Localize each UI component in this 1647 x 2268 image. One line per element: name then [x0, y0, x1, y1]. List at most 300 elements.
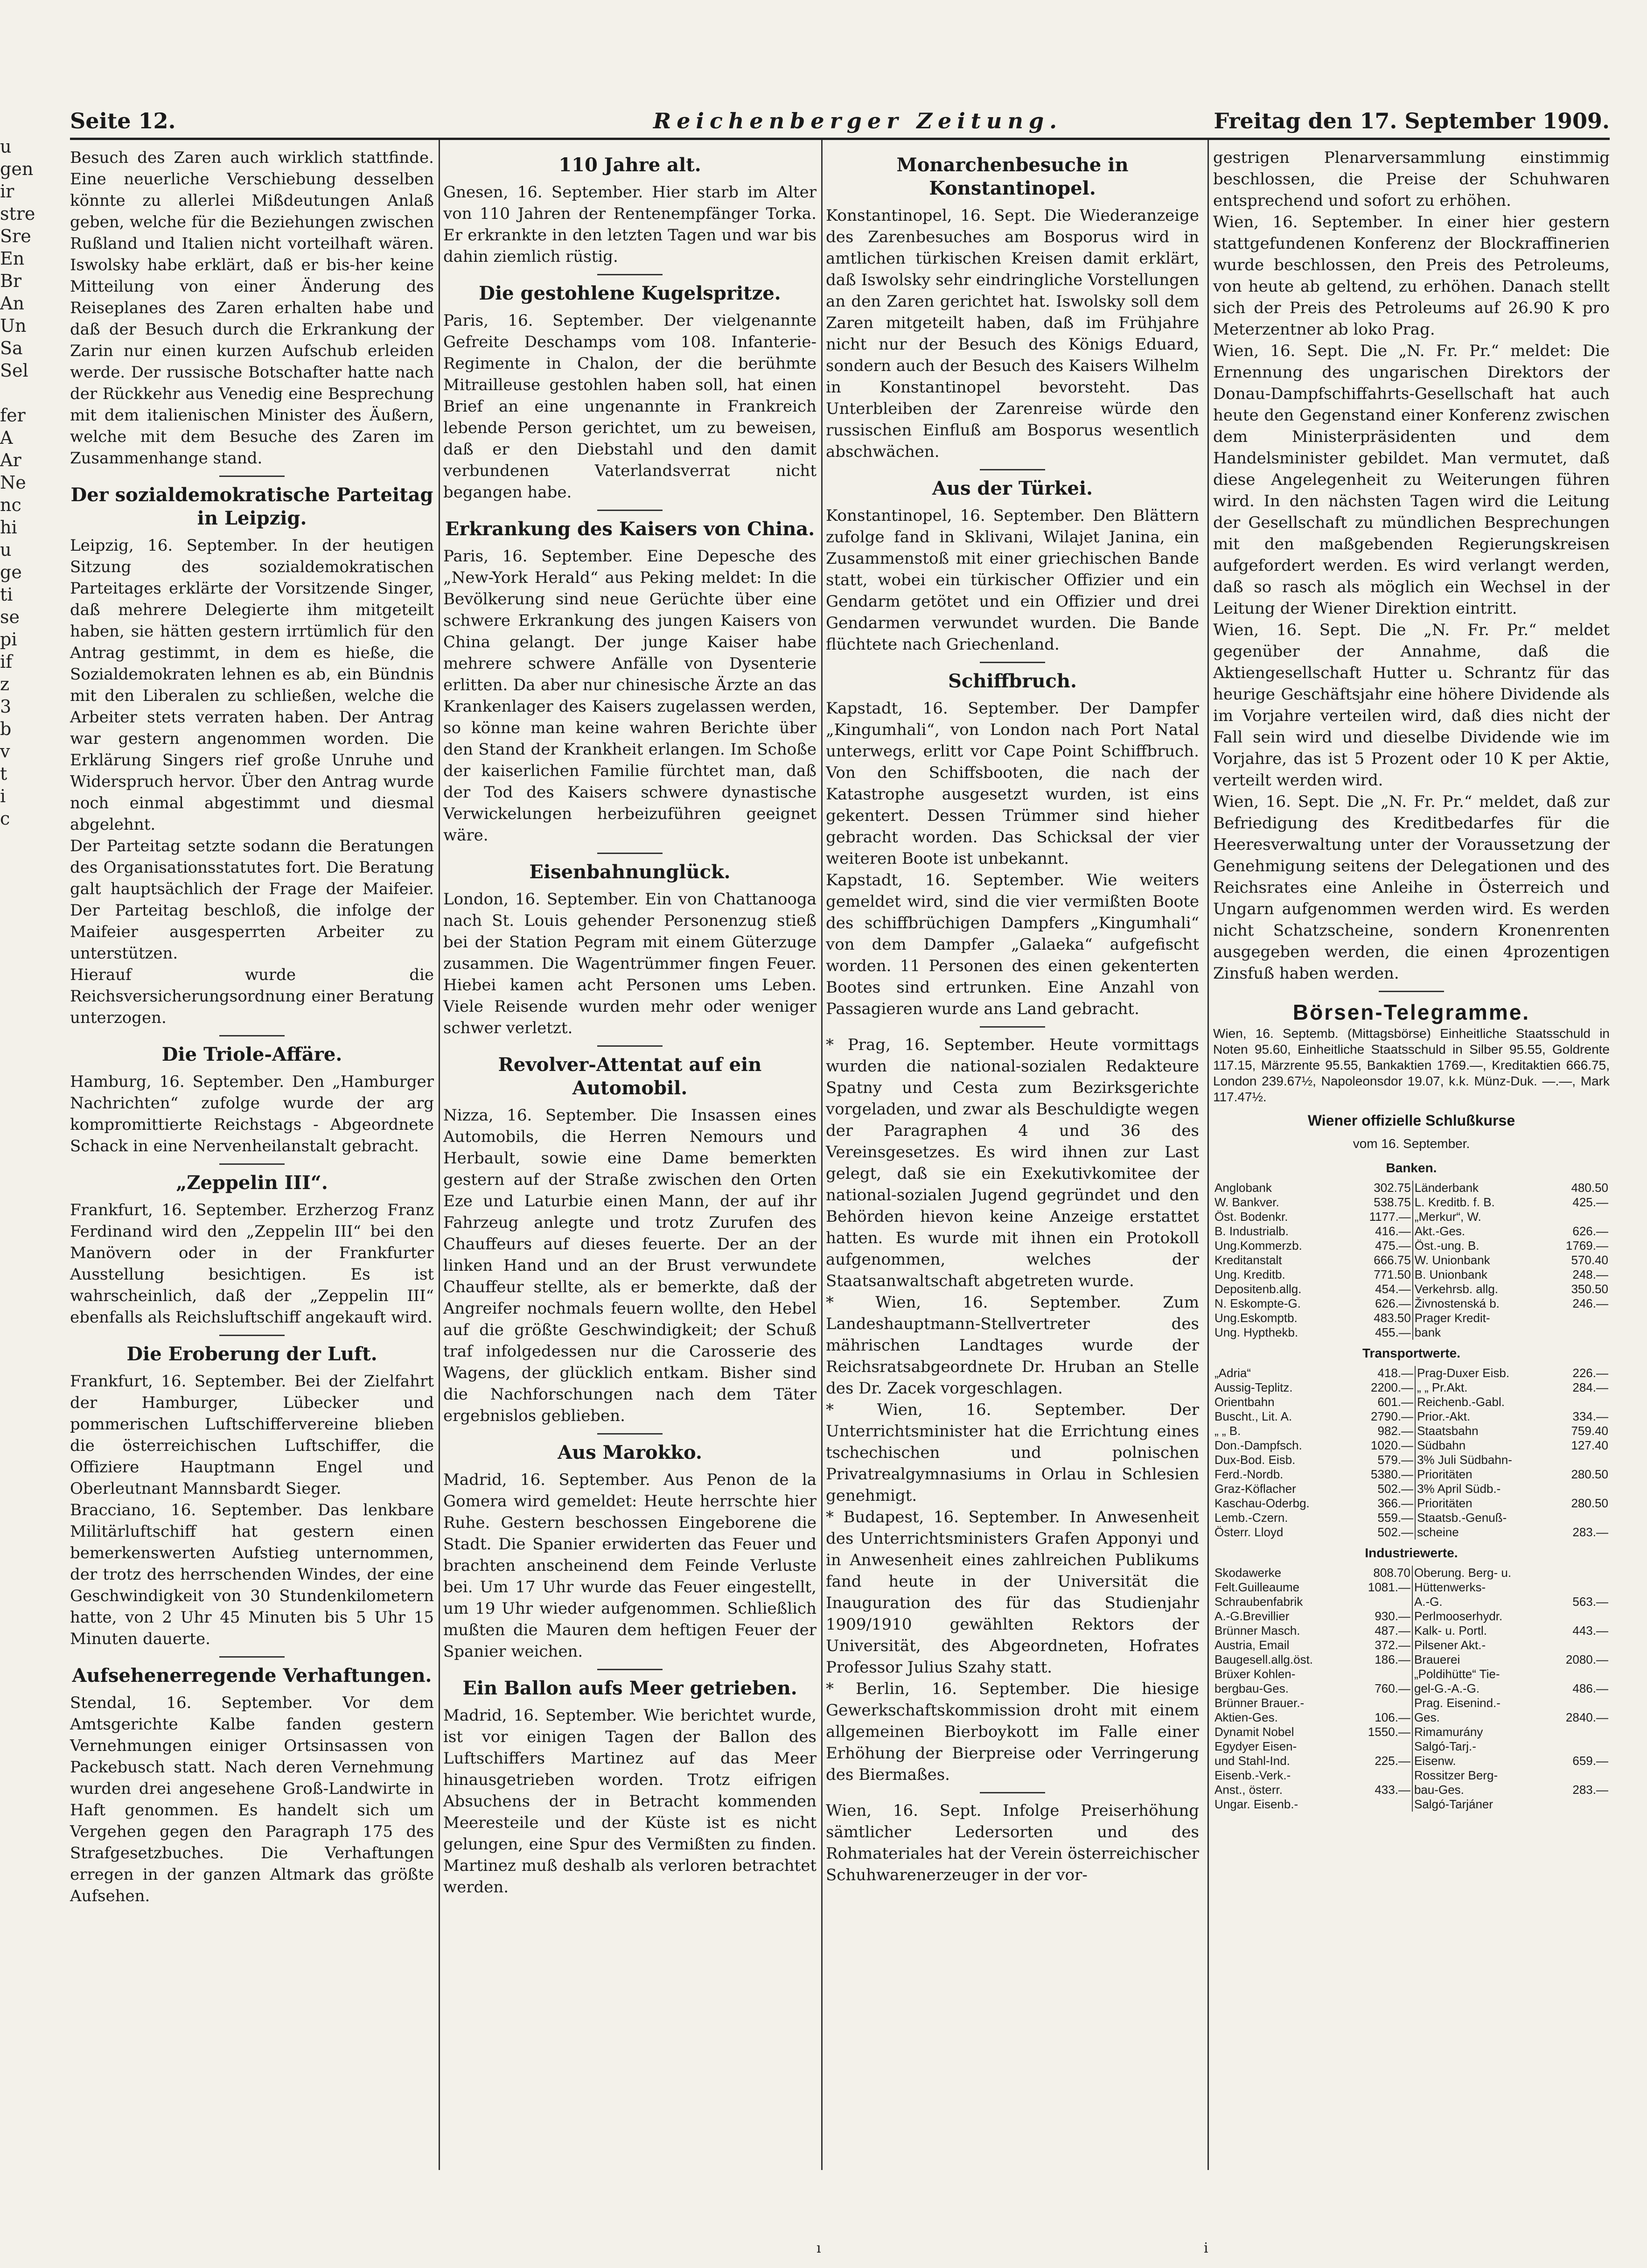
newspaper-title: Reichenberger Zeitung.: [653, 108, 1063, 133]
stock-telegrams: [1213, 1001, 1610, 1812]
separator: [219, 1335, 285, 1336]
table-row: [1213, 1282, 1610, 1296]
article: [443, 1053, 817, 1427]
article-paragraph: Paris, 16. September. Eine Depesche des „New-York Herald“ aus Peking meldet: In die Bevölkerung sind neue Gerüchte über eine schwere Erkrankung des jungen Kaisers von China gelangt. Der junge Kaiser habe mehrere schwere Anfälle von Dysenterie erlitten. Da aber nur chinesische Ärzte an das Krankenlager des Kaisers zugelassen werden, so könne man keine wahren Berichte über den Stand der Krankheit erlangen. Im Schoße der kaiserlichen Familie fürchtet man, daß der Tod des Kaisers schwere dynastische Verwickelungen herbeizuführen geeignet wäre.: [443, 547, 817, 845]
article-paragraph: * Wien, 16. September. Der Unterrichtsminister hat die Errichtung eines tschechischen und polnischen Privatrealgymnasiums in Orlau in Schlesien genehmigt.: [826, 1400, 1199, 1505]
table-row: [1213, 1580, 1610, 1595]
security-price: 563.—: [1572, 1595, 1608, 1609]
article-paragraph: Kapstadt, 16. September. Wie weiters gemeldet wird, sind die vier vermißten Boote des schiffbrüchigen Dampfers „Kingumhali“ von dem Dampfer „Galaeka“ aufgefischt worden. 11 Personen des einen gekenterten Bootes sind ertrunken. Eine Anzahl von Passagieren wurde ans Land gebracht.: [826, 871, 1199, 1018]
security-price: 570.40: [1571, 1253, 1608, 1267]
article: [826, 1800, 1199, 1886]
security-name: Aktien-Ges.: [1214, 1710, 1278, 1724]
security-price: 302.75: [1347, 1181, 1413, 1195]
article-paragraph: London, 16. September. Ein von Chattanooga nach St. Louis gehender Personenzug stieß bei der Station Pegram mit einem Güterzuge zusammen. Die Wagentrümmer fingen Feuer. Hiebei kamen acht Personen ums Leben. Viele Reisende wurden mehr oder weniger schwer verletzt.: [443, 890, 817, 1037]
table-row: [1213, 1768, 1610, 1783]
security-name: N. Eskompte-G.: [1214, 1296, 1301, 1310]
edge-fragment: u: [0, 539, 12, 560]
stock-telegrams-title: Börsen-Telegramme.: [1292, 1000, 1530, 1024]
security-name: Brauerei: [1414, 1652, 1460, 1666]
previous-page-edge: [0, 135, 35, 910]
table-row: [1213, 1267, 1610, 1282]
article: [443, 282, 817, 503]
security-name: Buscht., Lit. A.: [1214, 1409, 1292, 1423]
edge-fragment: hi: [0, 517, 17, 538]
security-price: 502.—: [1351, 1525, 1415, 1540]
table-row: [1213, 1253, 1610, 1267]
article-paragraph: Gnesen, 16. September. Hier starb im Alter von 110 Jahren der Rentenempfänger Torka. Er erkrankte in den letzten Tagen und war bis dahin ziemlich rüstig.: [443, 183, 817, 266]
security-price: 486.—: [1572, 1681, 1608, 1695]
security-price: 483.50: [1347, 1311, 1413, 1325]
security-price: 366.—: [1351, 1496, 1415, 1511]
table-row: [1213, 1725, 1610, 1739]
column-3: [826, 147, 1199, 1889]
security-name: A.-G.Brevillier: [1214, 1609, 1290, 1623]
security-price: [1548, 1696, 1610, 1710]
page-header: [70, 108, 1610, 141]
table-row: [1213, 1467, 1610, 1482]
table-row: [1213, 1783, 1610, 1797]
edge-fragment: [0, 382, 22, 404]
table-row: [1213, 1797, 1610, 1812]
column-4: [1213, 147, 1610, 1812]
edge-fragment: Ne: [0, 472, 26, 493]
article-paragraph: * Prag, 16. September. Heute vormittags wurden die national-sozialen Redakteure Spatny und Cesta zum Bezirksgerichte vorgeladen, und zwar als Beschuldigte wegen der Paragraphen 4 und 36 des Vereinsgesetzes. Es wird ihnen zur Last gelegt, daß sie ein Exekutivkomitee der national-sozialen Jugend gegründet und den Behörden hievon keine Anzeige erstattet hatten. Es wurde mit ihnen ein Protokoll aufgenommen, welches der Staatsanwaltschaft abgetreten wurde.: [826, 1036, 1199, 1290]
stock-section-title: Banken.: [1386, 1161, 1437, 1175]
article: [70, 1664, 434, 1907]
security-price: [1350, 1768, 1412, 1783]
security-name: Staatsbahn: [1417, 1424, 1479, 1438]
table-row: [1213, 1511, 1610, 1525]
security-price: [1548, 1768, 1610, 1783]
security-name: 3% Juli Südbahn-: [1417, 1453, 1512, 1467]
security-name: und Stahl-Ind.: [1214, 1754, 1290, 1768]
article: [70, 483, 434, 1029]
security-name: Ung. Kreditb.: [1214, 1267, 1285, 1281]
security-name: „Poldihütte“ Tie-: [1414, 1667, 1500, 1681]
security-price: [1548, 1667, 1610, 1681]
security-price: 416.—: [1347, 1224, 1413, 1239]
edge-fragment: gen: [0, 159, 34, 179]
security-price: 2200.—: [1351, 1380, 1415, 1395]
article-paragraph: Wien, 16. Sept. Die „N. Fr. Pr.“ meldet gegenüber der Annahme, daß die Aktiengesellschaft Hutter u. Schrantz für das heurige Geschäftsjahr eine höhere Dividende als im Vorjahre verteilen wird, daß dies nicht der Fall sein wird und dieselbe Dividende wie im Vorjahre, das ist 5 Prozent oder 10 K per Aktie, verteilt werden wird.: [1213, 621, 1610, 790]
table-row: [1213, 1482, 1610, 1496]
security-price: 226.—: [1572, 1366, 1608, 1380]
table-row: [1213, 1754, 1610, 1768]
security-price: [1350, 1667, 1412, 1681]
security-price: 1177.—: [1347, 1210, 1413, 1224]
table-row: [1213, 1453, 1610, 1467]
table-row: [1213, 1624, 1610, 1638]
security-price: 982.—: [1351, 1424, 1415, 1438]
article-paragraph: Hierauf wurde die Reichsversicherungsordnung einer Beratung unterzogen.: [70, 966, 434, 1027]
security-price: [1350, 1595, 1412, 1609]
security-name: bank: [1414, 1325, 1441, 1339]
security-price: 246.—: [1572, 1296, 1608, 1310]
article-headline: Der sozialdemokratische Parteitag in Leipzig.: [70, 484, 433, 529]
article-headline: Ein Ballon aufs Meer getrieben.: [462, 1677, 797, 1699]
security-name: Oberung. Berg- u.: [1414, 1566, 1512, 1580]
closing-prices-title: Wiener offizielle Schlußkurse: [1307, 1112, 1515, 1129]
security-price: 579.—: [1351, 1453, 1415, 1467]
security-price: [1548, 1797, 1610, 1812]
table-row: [1213, 1366, 1610, 1380]
column-2: [443, 147, 817, 1901]
article-headline: Aus Marokko.: [558, 1442, 702, 1463]
stock-table: [1213, 1566, 1610, 1812]
security-name: Reichenb.-Gabl.: [1417, 1395, 1505, 1409]
security-name: Ungar. Eisenb.-: [1214, 1797, 1298, 1811]
article-paragraph: Der Parteitag setzte sodann die Beratungen des Organisationsstatutes fort. Die Beratung galt hauptsächlich der Frage der Maifeier. Der Parteitag beschloß, die infolge der Maifeier ausgesperrten Arbeiter zu unterstützen.: [70, 837, 434, 963]
column-1: [70, 147, 434, 1910]
security-price: 1769.—: [1565, 1239, 1608, 1253]
security-price: 538.75: [1347, 1195, 1413, 1210]
column-rule: [439, 140, 440, 2170]
security-name: Brüxer Kohlen-: [1214, 1667, 1296, 1681]
security-price: [1554, 1395, 1610, 1409]
edge-fragment: Sa: [0, 338, 23, 358]
table-row: [1213, 1681, 1610, 1696]
security-price: 487.—: [1350, 1624, 1412, 1638]
security-price: [1350, 1696, 1412, 1710]
security-name: Anst., österr.: [1214, 1783, 1283, 1797]
table-row: [1213, 1395, 1610, 1409]
security-name: scheine: [1417, 1525, 1459, 1539]
table-row: [1213, 1438, 1610, 1453]
issue-date: Freitag den 17. September 1909.: [1214, 108, 1610, 133]
table-row: [1213, 1595, 1610, 1609]
page-number: Seite 12.: [70, 108, 176, 133]
edge-fragment: Un: [0, 315, 27, 336]
article-paragraph: Madrid, 16. September. Aus Penon de la Gomera wird gemeldet: Heute herrschte hier Ruhe. Gestern beschossen Eingeborene die Stadt. Die Spanier erwiderten das Feuer und brachten anscheinend dem Feinde Verluste bei. Um 17 Uhr wurde das Feuer eingestellt, um 19 Uhr wieder aufgenommen. Schließlich mußten die Mauren dem heftigen Feuer der Spanier weichen.: [443, 1470, 817, 1661]
security-price: 454.—: [1347, 1282, 1413, 1296]
edge-fragment: nc: [0, 495, 21, 515]
edge-fragment: u: [0, 136, 12, 157]
separator: [980, 1792, 1045, 1793]
edge-fragment: Ar: [0, 450, 21, 470]
security-name: Ung.Kommerzb.: [1214, 1239, 1302, 1253]
security-name: Öst.-ung. B.: [1414, 1239, 1480, 1253]
table-row: [1213, 1652, 1610, 1667]
separator: [597, 510, 663, 511]
edge-fragment: A: [0, 427, 13, 448]
security-name: Depositenb.allg.: [1214, 1282, 1302, 1296]
security-name: Öst. Bodenkr.: [1214, 1210, 1288, 1224]
security-price: 284.—: [1572, 1380, 1608, 1394]
security-price: 930.—: [1350, 1609, 1412, 1624]
article-paragraph: Hamburg, 16. September. Den „Hamburger Nachrichten“ zufolge wurde der arg kompromittierte Reichstags - Abgeordnete Schack in eine Nervenheilanstalt gebracht.: [70, 1072, 434, 1155]
security-name: Eisenb.-Verk.-: [1214, 1768, 1291, 1782]
security-name: Österr. Lloyd: [1214, 1525, 1284, 1539]
separator: [980, 1026, 1045, 1028]
security-name: Perlmooserhydr.: [1414, 1609, 1503, 1623]
article-headline: Aus der Türkei.: [932, 477, 1093, 499]
article: [70, 147, 434, 469]
separator: [219, 1035, 285, 1036]
edge-fragment: En: [0, 248, 25, 269]
table-row: [1213, 1296, 1610, 1311]
security-name: Brünner Brauer.-: [1214, 1696, 1305, 1710]
security-price: 2840.—: [1565, 1710, 1608, 1724]
security-price: [1548, 1725, 1610, 1739]
security-name: Länderbank: [1414, 1181, 1479, 1195]
column-rule: [1207, 140, 1209, 2170]
separator: [980, 469, 1045, 470]
security-price: 502.—: [1351, 1482, 1415, 1496]
security-name: Südbahn: [1417, 1438, 1466, 1452]
table-row: [1213, 1424, 1610, 1438]
security-price: 2790.—: [1351, 1409, 1415, 1424]
article-paragraph: Bracciano, 16. September. Das lenkbare Militärluftschiff hat gestern einen bemerkenswerten Aufstieg unternommen, der trotz des herrschenden Windes, der eine Geschwindigkeit von 30 Stundenkilometern hatte, von 2 Uhr 45 Minuten bis 5 Uhr 15 Minuten dauerte.: [70, 1501, 434, 1648]
article-paragraph: Frankfurt, 16. September. Erzherzog Franz Ferdinand wird den „Zeppelin III“ bei den Manövern oder in der Frankfurter Ausstellung besichtigen. Es ist wahrscheinlich, daß der „Zeppelin III“ ebenfalls als Reichsluftschiff angekauft wird.: [70, 1201, 434, 1327]
security-name: Anglobank: [1214, 1181, 1272, 1195]
security-price: 455.—: [1347, 1325, 1413, 1340]
article-paragraph: Frankfurt, 16. September. Bei der Zielfahrt der Hamburger, Lübecker und pommerischen Luftschiffervereine blieben die österreichischen Luftschiffer, die Offiziere Hauptmann Engel und Oberleutnant Mannsbardt Sieger.: [70, 1372, 434, 1498]
separator: [597, 1669, 663, 1670]
edge-fragment: ge: [0, 562, 22, 582]
article: [443, 861, 817, 1039]
security-price: [1548, 1638, 1610, 1652]
table-row: [1213, 1710, 1610, 1725]
table-row: [1213, 1224, 1610, 1239]
security-name: Brünner Masch.: [1214, 1624, 1300, 1638]
security-price: 186.—: [1350, 1652, 1412, 1667]
security-name: Egydyer Eisen-: [1214, 1739, 1297, 1753]
security-price: 1081.—: [1350, 1580, 1412, 1595]
article-headline: „Zeppelin III“.: [176, 1172, 328, 1194]
stock-section-title: Industriewerte.: [1365, 1546, 1458, 1560]
edge-fragment: if: [0, 651, 13, 672]
security-price: 334.—: [1572, 1409, 1608, 1423]
security-name: Prior.-Akt.: [1417, 1409, 1471, 1423]
security-price: [1543, 1325, 1610, 1340]
security-name: Lemb.-Czern.: [1214, 1511, 1288, 1525]
edge-fragment: An: [0, 293, 24, 314]
security-price: 808.70: [1350, 1566, 1412, 1580]
article-headline: Revolver-Attentat auf ein Automobil.: [498, 1054, 762, 1099]
security-name: Orientbahn: [1214, 1395, 1275, 1409]
security-name: Prioritäten: [1417, 1496, 1473, 1510]
article-paragraph: Madrid, 16. September. Wie berichtet wurde, ist vor einigen Tagen der Ballon des Luftschiffers Martinez auf das Meer hinausgetrieben worden. Trotz eifrigen Absuchens der in Betracht kommenden Meeresteile und der Küste ist es nicht gelungen, eine Spur des Vermißten zu finden. Martinez muß deshalb als verloren betrachtet werden.: [443, 1706, 817, 1897]
security-name: Dux-Bod. Eisb.: [1214, 1453, 1296, 1467]
security-price: 559.—: [1351, 1511, 1415, 1525]
edge-fragment: v: [0, 741, 10, 762]
security-price: 5380.—: [1351, 1467, 1415, 1482]
article-paragraph: * Wien, 16. September. Zum Landeshauptmann-Stellvertreter des mährischen Landtages wurde der Reichsratsabgeordnete Dr. Hruban an Stelle des Dr. Zacek vorgeschlagen.: [826, 1293, 1199, 1398]
separator: [597, 1045, 663, 1047]
article-headline: Die Eroberung der Luft.: [126, 1343, 377, 1365]
article-paragraph: Kapstadt, 16. September. Der Dampfer „Kingumhali“, von London nach Port Natal unterwegs, erlitt vor Cape Point Schiffbruch. Von den Schiffsbooten, die nach der Katastrophe ausgesetzt wurden, ist eins gekentert. Dessen Trümmer sind hieher gebracht worden. Das Schicksal der vier weiteren Boote ist unbekannt.: [826, 699, 1199, 868]
separator: [219, 476, 285, 477]
table-row: [1213, 1566, 1610, 1580]
security-name: Hüttenwerks-: [1414, 1580, 1486, 1594]
security-name: Živnostenská b.: [1414, 1296, 1500, 1310]
security-name: Dynamit Nobel: [1214, 1725, 1294, 1739]
article-paragraph: Konstantinopel, 16. Sept. Die Wiederanzeige des Zarenbesuches am Bosporus wird in amtlichen türkischen Kreisen damit erklärt, daß Iswolsky sehr eindringliche Vorstellungen an den Zaren gerichtet hat. Iswolsky soll dem Zaren mitgeteilt haben, daß im Frühjahre nicht nur der Besuch des Königs Eduard, sondern auch der Besuch des Kaisers Wilhelm in Konstantinopel bevorsteht. Das Unterbleiben der Zarenreise würde den russischen Einfluß am Bosporus wesentlich abschwächen.: [826, 206, 1199, 461]
article-paragraph: Wien, 16. Sept. Die „N. Fr. Pr.“ meldet, daß zur Befriedigung des Kreditbedarfes für die Heeresverwaltung unter der Voraussetzung der Genehmigung seitens der Delegationen und des Reichsrates eine Anleihe in Österreich und Ungarn aufgenommen werden wird. Es werden nicht Schatzscheine, sondern Kronenrenten ausgegeben werden, die einen 4prozentigen Zinsfuß haben werden.: [1213, 792, 1610, 983]
article-headline: Schiffbruch.: [948, 670, 1077, 692]
header-rule: [70, 138, 1610, 140]
security-name: Skodawerke: [1214, 1566, 1282, 1580]
security-price: 626.—: [1572, 1224, 1608, 1238]
security-name: Kalk- u. Portl.: [1414, 1624, 1487, 1638]
stock-telegrams-intro: Wien, 16. Septemb. (Mittagsbörse) Einheitliche Staatsschuld in Noten 95.60, Einheitliche Staatsschuld in Silber 95.55, Goldrente 117.15, Märzrente 95.55, Bankaktien 1769.—, Kreditaktien 666.75, London 239.67½, Napoleonsdor 19.07, k.k. Münz-Duk. —.—, Mark 117.47½.: [1213, 1026, 1610, 1104]
article-paragraph: Konstantinopel, 16. September. Den Blättern zufolge fand in Sklivani, Wilajet Janina, ein Zusammenstoß mit einer griechischen Bande statt, wobei ein türkischer Offizier und ein Gendarm getötet und ein Offizier und drei Gendarmen verwundet wurden. Die Bande flüchtete nach Griechenland.: [826, 506, 1199, 654]
security-price: 759.40: [1571, 1424, 1608, 1438]
security-name: Ung. Hypthekb.: [1214, 1325, 1298, 1339]
security-price: 626.—: [1347, 1296, 1413, 1311]
security-name: Verkehrsb. allg.: [1414, 1282, 1499, 1296]
security-price: 418.—: [1351, 1366, 1415, 1380]
article-paragraph: Paris, 16. September. Der vielgenannte Gefreite Deschamps vom 108. Infanterie-Regimente in Chalon, der die berühmte Mitrailleuse gestohlen haben soll, hat einen Brief an eine ungenannte in Frankreich lebende Person gerichtet, um zu beweisen, daß er den Diebstahl und den damit verbundenen Vaterlandsverrat nicht begangen habe.: [443, 311, 817, 502]
article: [70, 1343, 434, 1650]
security-name: bau-Ges.: [1414, 1783, 1464, 1797]
column-rule: [821, 140, 823, 2170]
table-row: [1213, 1667, 1610, 1681]
security-price: 666.75: [1347, 1253, 1413, 1267]
article: [1213, 147, 1610, 984]
security-name: Ung.Eskomptb.: [1214, 1311, 1298, 1325]
separator: [597, 1433, 663, 1435]
security-name: B. Unionbank: [1414, 1267, 1487, 1281]
security-price: 248.—: [1572, 1267, 1608, 1281]
security-price: [1548, 1609, 1610, 1624]
security-name: Salgó-Tarjáner: [1414, 1797, 1493, 1811]
edge-fragment: z: [0, 674, 10, 694]
security-name: A.-G.: [1414, 1595, 1443, 1609]
security-name: Rimamurány: [1414, 1725, 1483, 1739]
security-price: [1350, 1739, 1412, 1754]
security-name: B. Industrialb.: [1214, 1224, 1289, 1238]
edge-fragment: b: [0, 719, 12, 739]
separator: [597, 853, 663, 854]
article-headline: Die Triole-Affäre.: [161, 1043, 342, 1065]
table-row: [1213, 1195, 1610, 1210]
security-name: Staatsb.-Genuß-: [1417, 1511, 1507, 1525]
article: [826, 670, 1199, 1020]
article: [443, 1677, 817, 1898]
article: [826, 154, 1199, 462]
article-paragraph: Wien, 16. September. In einer hier gestern stattgefundenen Konferenz der Blockraffinerien wurde beschlossen, den Preis des Petroleums, von heute ab geltend, zu erhöhen. Danach stellt sich der Preis des Petroleums auf 26.90 K pro Meterzentner ab loko Prag.: [1213, 213, 1610, 339]
table-row: [1213, 1739, 1610, 1754]
security-price: [1543, 1210, 1610, 1224]
security-price: 771.50: [1347, 1267, 1413, 1282]
article-headline: Aufsehenerregende Verhaftungen.: [72, 1665, 432, 1687]
edge-fragment: stre: [0, 203, 35, 224]
edge-fragment: Sel: [0, 360, 28, 381]
security-name: Prag. Eisenind.-: [1414, 1696, 1500, 1710]
edge-fragment: fer: [0, 405, 26, 426]
stock-table: [1213, 1366, 1610, 1540]
article-paragraph: Wien, 16. Sept. Infolge Preiserhöhung sämtlicher Ledersorten und des Rohmateriales hat der Verein österreichischer Schuhwarenerzeuger in der vor-: [826, 1801, 1199, 1884]
security-name: L. Kreditb. f. B.: [1414, 1195, 1495, 1209]
security-name: Don.-Dampfsch.: [1214, 1438, 1302, 1452]
security-name: „ „ B.: [1214, 1424, 1241, 1438]
table-row: [1213, 1496, 1610, 1511]
security-price: 283.—: [1572, 1783, 1608, 1797]
article: [443, 154, 817, 267]
edge-fragment: ti: [0, 584, 13, 605]
security-price: [1548, 1566, 1610, 1580]
security-name: Prag-Duxer Eisb.: [1417, 1366, 1510, 1380]
table-row: [1213, 1210, 1610, 1224]
security-name: Prioritäten: [1417, 1467, 1473, 1481]
article-paragraph: * Budapest, 16. September. In Anwesenheit des Unterrichtsministers Grafen Apponyi und in Anwesenheit eines zahlreichen Publikums fand heute in der Universität die Inauguration des für das Studienjahr 1909/1910 gewählten Rektors der Universität, des Abgeordneten, Hofrates Professor Julius Szahy statt.: [826, 1508, 1199, 1677]
security-price: 1550.—: [1350, 1725, 1412, 1739]
security-price: 350.50: [1571, 1282, 1608, 1296]
article-headline: Erkrankung des Kaisers von China.: [445, 518, 815, 540]
table-row: [1213, 1325, 1610, 1340]
security-name: Eisenw.: [1414, 1754, 1456, 1768]
table-row: [1213, 1409, 1610, 1424]
edge-fragment: t: [0, 763, 7, 784]
article-headline: Die gestohlene Kugelspritze.: [479, 282, 781, 304]
security-price: 280.50: [1571, 1496, 1608, 1510]
separator: [219, 1656, 285, 1658]
article: [826, 477, 1199, 655]
security-price: 1020.—: [1351, 1438, 1415, 1453]
article-paragraph: Stendal, 16. September. Vor dem Amtsgerichte Kalbe fanden gestern Vernehmungen einiger Ortsinsassen von Packebusch statt. Nach deren Vernehmung wurden drei angesehene Groß-Landwirte in Haft genommen. Es handelt sich um Vergehen gegen den Paragraph 175 des Strafgesetzbuches. Die Verhaftungen erregen in der ganzen Altmark das größte Aufsehen.: [70, 1694, 434, 1905]
security-price: 127.40: [1571, 1438, 1608, 1452]
security-price: [1548, 1580, 1610, 1595]
security-name: Salgó-Tarj.-: [1414, 1739, 1476, 1753]
security-price: 475.—: [1347, 1239, 1413, 1253]
closing-prices-date: vom 16. September.: [1353, 1136, 1470, 1151]
security-name: „Adria“: [1214, 1366, 1251, 1380]
security-name: 3% April Südb.-: [1417, 1482, 1501, 1496]
article: [443, 1441, 817, 1662]
article: [826, 1034, 1199, 1785]
security-price: 601.—: [1351, 1395, 1415, 1409]
article-paragraph: * Berlin, 16. September. Die hiesige Gewerkschaftskommission droht mit einem allgemeinen Bierboykott im Falle einer Erhöhung der Bierpreise oder Verringerung des Biermaßes.: [826, 1680, 1199, 1784]
security-price: [1554, 1453, 1610, 1467]
edge-fragment: i: [0, 786, 6, 806]
edge-fragment: pi: [0, 629, 17, 650]
security-name: Pilsener Akt.-: [1414, 1638, 1486, 1652]
separator: [1379, 991, 1444, 992]
security-name: Prager Kredit-: [1414, 1311, 1490, 1325]
edge-fragment: Br: [0, 271, 22, 291]
article-paragraph: gestrigen Plenarversammlung einstimmig beschlossen, die Preise der Schuhwaren entsprechend und sofort zu erhöhen.: [1213, 148, 1610, 210]
security-name: Ferd.-Nordb.: [1214, 1467, 1284, 1481]
security-name: Akt.-Ges.: [1414, 1224, 1466, 1238]
security-price: 480.50: [1571, 1181, 1608, 1195]
security-name: Schraubenfabrik: [1214, 1595, 1303, 1609]
edge-fragment: ir: [0, 181, 14, 202]
security-name: „Merkur“, W.: [1414, 1210, 1481, 1224]
edge-fragment: se: [0, 607, 20, 627]
edge-fragment: c: [0, 808, 10, 829]
security-price: 443.—: [1572, 1624, 1608, 1638]
security-name: Austria, Email: [1214, 1638, 1290, 1652]
security-price: 659.—: [1572, 1754, 1608, 1768]
article-paragraph: Leipzig, 16. September. In der heutigen Sitzung des sozialdemokratischen Parteitages erklärte der Vorsitzende Singer, daß mehrere Delegierte ihm mitgeteilt haben, sie hätten gestern irrtümlich für den Antrag gestimmt, in dem es hieße, die Sozialdemokraten lehnen es ab, ein Bündnis mit den Liberalen zu schließen, welche die Arbeiter stets verraten haben. Der Antrag war gestern angenommen worden. Die Erklärung Singers rief große Unruhe und Widerspruch hervor. Über den Antrag wurde noch einmal abgestimmt und diesmal abgelehnt.: [70, 536, 434, 834]
security-name: Kreditanstalt: [1214, 1253, 1282, 1267]
security-name: Kaschau-Oderbg.: [1214, 1496, 1310, 1510]
table-row: [1213, 1609, 1610, 1624]
table-row: [1213, 1696, 1610, 1710]
article-paragraph: Besuch des Zaren auch wirklich stattfinde. Eine neuerliche Verschiebung desselben könnte zu allerlei Mißdeutungen Anlaß geben, welche für die Beziehungen zwischen Rußland und Italien nicht vorteilhaft wären. Iswolsky habe erklärt, daß er bis-her keine Mitteilung von einer Änderung des Reiseplanes des Zaren erhalten habe und daß der Besuch durch die Erkrankung der Zarin nur einen kurzen Aufschub erleiden werde. Der russische Botschafter hatte nach der Rückkehr aus Venedig eine Besprechung mit dem italienischen Minister des Äußern, welche mit dem Besuche des Zaren im Zusammenhange stand.: [70, 148, 434, 468]
security-name: Baugesell.allg.öst.: [1214, 1652, 1313, 1666]
article: [70, 1171, 434, 1328]
separator: [980, 662, 1045, 663]
article-headline: Eisenbahnunglück.: [529, 861, 731, 883]
table-row: [1213, 1311, 1610, 1325]
security-price: 225.—: [1350, 1754, 1412, 1768]
separator: [597, 274, 663, 275]
security-price: 425.—: [1572, 1195, 1608, 1209]
security-price: 760.—: [1350, 1681, 1412, 1696]
table-row: [1213, 1380, 1610, 1395]
